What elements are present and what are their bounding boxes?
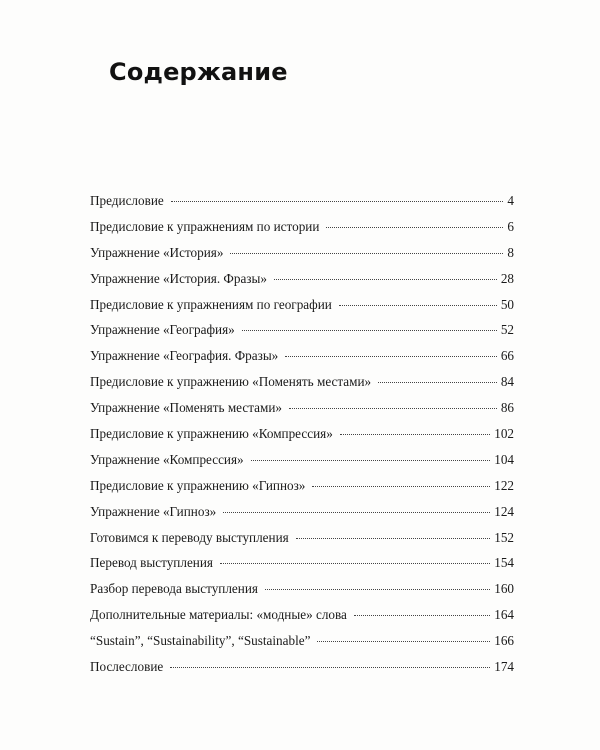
dot-leader: [230, 253, 503, 254]
toc-entry: [90, 271, 514, 297]
toc-entry: [90, 426, 514, 452]
toc-entry-title: Перевод выступления: [90, 555, 213, 571]
toc-entry: [90, 607, 514, 633]
toc-entry-title: Упражнение «География»: [90, 322, 235, 338]
toc-entry-title: Дополнительные материалы: «модные» слова: [90, 607, 347, 623]
page-title: Содержание: [109, 58, 288, 86]
dot-leader: [339, 305, 497, 306]
toc-entry: [90, 504, 514, 530]
dot-leader: [274, 279, 497, 280]
dot-leader: [265, 589, 490, 590]
toc-entry-page: 86: [500, 400, 514, 416]
dot-leader: [170, 667, 490, 668]
toc-entry: [90, 452, 514, 478]
toc-entry-title: Упражнение «История»: [90, 244, 224, 260]
dot-leader: [378, 382, 497, 383]
dot-leader: [220, 563, 490, 564]
toc-entry: [90, 633, 514, 659]
toc-entry-page: 152: [494, 529, 514, 545]
table-of-contents: [90, 193, 514, 685]
toc-entry: [90, 530, 514, 556]
toc-entry: [90, 659, 514, 685]
toc-entry: [90, 348, 514, 374]
toc-entry-title: Упражнение «Гипноз»: [90, 503, 217, 519]
toc-entry-page: 84: [500, 374, 514, 390]
toc-entry-page: 102: [494, 426, 514, 442]
dot-leader: [285, 356, 497, 357]
toc-entry-page: 124: [494, 503, 514, 519]
toc-entry-title: Предисловие: [90, 193, 164, 208]
toc-entry: [90, 374, 514, 400]
toc-entry-title: Предисловие к упражнению «Компрессия»: [90, 426, 333, 442]
toc-entry-page: 104: [494, 451, 514, 467]
toc-entry-page: 4: [507, 193, 514, 208]
toc-entry-title: Упражнение «География. Фразы»: [90, 348, 279, 364]
toc-entry: [90, 555, 514, 581]
toc-entry: [90, 581, 514, 607]
toc-entry-title: Готовимся к переводу выступления: [90, 529, 289, 545]
toc-entry: [90, 219, 514, 245]
dot-leader: [312, 486, 490, 487]
toc-entry-title: Послесловие: [90, 659, 164, 675]
dot-leader: [354, 615, 490, 616]
toc-entry: [90, 322, 514, 348]
dot-leader: [223, 512, 490, 513]
dot-leader: [242, 330, 497, 331]
dot-leader: [251, 460, 491, 461]
toc-entry-page: 166: [494, 633, 514, 649]
toc-entry-page: 8: [507, 244, 514, 260]
toc-entry-page: 66: [500, 348, 514, 364]
toc-entry-page: 164: [494, 607, 514, 623]
toc-entry-title: Предисловие к упражнению «Поменять местами»: [90, 374, 372, 390]
toc-entry-title: Упражнение «Поменять местами»: [90, 400, 282, 416]
toc-entry-page: 154: [494, 555, 514, 571]
toc-entry-page: 28: [500, 270, 514, 286]
toc-entry: [90, 245, 514, 271]
toc-entry-page: 6: [507, 218, 514, 234]
toc-entry-page: 160: [494, 581, 514, 597]
dot-leader: [317, 641, 490, 642]
dot-leader: [296, 538, 491, 539]
dot-leader: [171, 201, 504, 202]
toc-entry-page: 122: [494, 477, 514, 493]
toc-entry: [90, 193, 514, 219]
toc-entry-page: 174: [494, 659, 514, 675]
toc-entry-page: 52: [500, 322, 514, 338]
toc-entry-title: Упражнение «Компрессия»: [90, 451, 244, 467]
toc-entry-title: Разбор перевода выступления: [90, 581, 258, 597]
dot-leader: [326, 227, 503, 228]
toc-entry: [90, 297, 514, 323]
dot-leader: [289, 408, 497, 409]
toc-entry-title: Предисловие к упражнению «Гипноз»: [90, 477, 306, 493]
toc-entry: [90, 400, 514, 426]
toc-entry-page: 50: [500, 296, 514, 312]
toc-entry-title: Предисловие к упражнениям по географии: [90, 296, 332, 312]
toc-entry-title: Упражнение «История. Фразы»: [90, 270, 267, 286]
toc-entry-title: “Sustain”, “Sustainability”, “Sustainable”: [90, 633, 311, 649]
dot-leader: [340, 434, 490, 435]
toc-entry-title: Предисловие к упражнениям по истории: [90, 218, 320, 234]
toc-entry: [90, 478, 514, 504]
